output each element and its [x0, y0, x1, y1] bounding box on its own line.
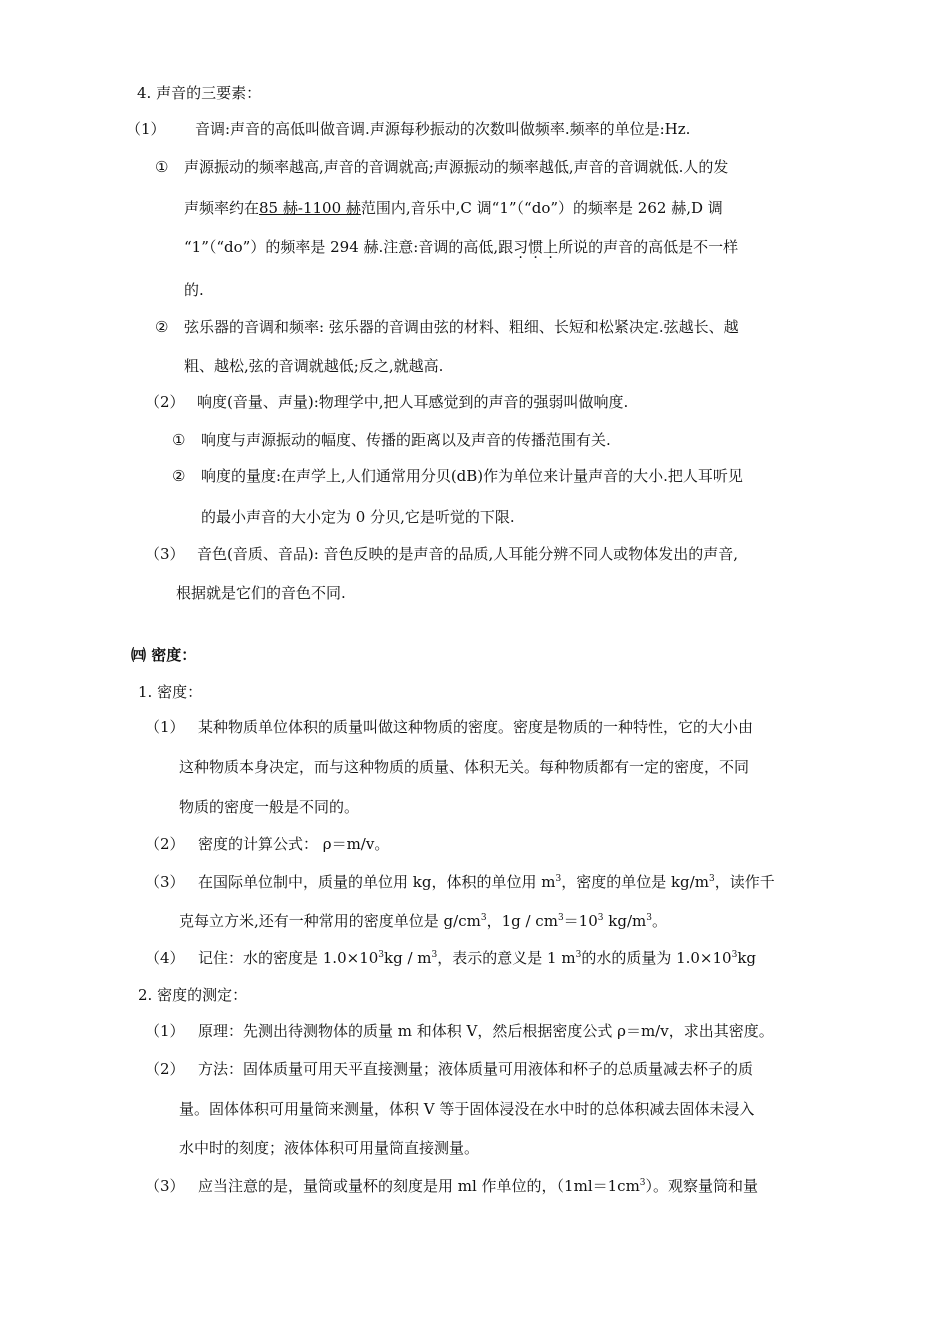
- superscript: 3: [431, 950, 438, 960]
- measure-method-line3: 水中时的刻度；液体体积可用量筒直接测量。: [179, 1139, 480, 1157]
- density-sub1-heading: 1. 密度：: [138, 683, 203, 701]
- superscript: 3: [639, 1178, 646, 1188]
- density-p4-marker: （4）: [145, 949, 185, 967]
- pitch-item1-marker: ①: [155, 158, 169, 176]
- loudness-item2-line2: 的最小声音的大小定为 0 分贝,它是听觉的下限.: [201, 508, 515, 526]
- superscript: 3: [575, 950, 582, 960]
- pitch-item1-line2: [184, 198, 723, 218]
- measure-method-line1: 方法：固体质量可用天平直接测量；液体质量可用液体和杯子的总质量减去杯子的质: [198, 1060, 754, 1078]
- superscript: 3: [378, 950, 385, 960]
- superscript: 3: [555, 874, 562, 884]
- density-p3-line1: [198, 872, 775, 892]
- text-span: kg / m: [384, 949, 432, 967]
- density-sub2-heading: 2. 密度的测定：: [138, 986, 248, 1004]
- text-span: 记住：水的密度是 1.0×10: [198, 949, 379, 967]
- pitch-item2-line1: 弦乐器的音调和频率: 弦乐器的音调由弦的材料、粗细、长短和松紧决定.弦越长、越: [184, 318, 739, 336]
- superscript: 3: [708, 874, 715, 884]
- text-span: ＝10: [563, 912, 598, 930]
- superscript: 3: [480, 913, 487, 923]
- superscript: 3: [646, 913, 652, 923]
- loudness-definition: 响度(音量、声量):物理学中,把人耳感觉到的声音的强弱叫做响度.: [197, 393, 629, 411]
- pitch-item2-marker: ②: [155, 318, 169, 336]
- text-span: 所说的声音的高低是不一样: [558, 238, 739, 256]
- timbre-line2: 根据就是它们的音色不同.: [176, 584, 346, 602]
- emphasis-char: 上: [543, 238, 559, 256]
- superscript: 3: [731, 950, 738, 960]
- text-span: 在国际单位制中，质量的单位用 kg，体积的单位用 m: [198, 873, 556, 891]
- text-span: 克每立方米,还有一种常用的密度单位是 g/cm: [179, 912, 481, 930]
- text-span: “1”（“do”）的频率是 294 赫.注意:音调的高低,跟: [184, 238, 514, 256]
- measure-principle-line: 原理：先测出待测物体的质量 m 和体积 V，然后根据密度公式 ρ＝m/v，求出其密度。: [198, 1022, 774, 1040]
- pitch-item1-line1: 声源振动的频率越高,声音的音调就高;声源振动的频率越低,声音的音调就低.人的发: [184, 158, 729, 176]
- measure-p2-marker: （2）: [145, 1060, 185, 1078]
- frequency-range-underlined: 85 赫-1100 赫: [259, 199, 361, 217]
- emphasis-char: 习: [513, 238, 529, 256]
- measure-p3-marker: （3）: [145, 1177, 185, 1195]
- timbre-marker: （3）: [145, 545, 185, 563]
- pitch-item1-line4: 的.: [184, 281, 204, 299]
- loudness-item2-line1: 响度的量度:在声学上,人们通常用分贝(dB)作为单位来计量声音的大小.把人耳听见: [201, 467, 743, 485]
- pitch-item2-line2: 粗、越松,弦的音调就越低;反之,就越高.: [184, 357, 444, 375]
- text-span: kg: [737, 949, 757, 967]
- density-p1-line3: 物质的密度一般是不同的。: [179, 798, 360, 816]
- loudness-item1-line1: 响度与声源振动的幅度、传播的距离以及声音的传播范围有关.: [201, 431, 611, 449]
- density-p3-line2: [179, 911, 667, 931]
- text-span: 的水的质量为 1.0×10: [581, 949, 732, 967]
- pitch-marker: （1）: [126, 120, 166, 138]
- loudness-item2-marker: ②: [172, 467, 186, 485]
- density-p1-line1: 某种物质单位体积的质量叫做这种物质的密度。密度是物质的一种特性，它的大小由: [198, 718, 754, 736]
- measure-note-line1: [198, 1176, 758, 1196]
- density-p1-marker: （1）: [145, 718, 185, 736]
- pitch-item1-line3: [184, 237, 738, 257]
- density-p1-line2: 这种物质本身决定，而与这种物质的质量、体积无关。每种物质都有一定的密度，不同: [179, 758, 750, 776]
- density-formula-line: 密度的计算公式： ρ＝m/v。: [198, 835, 390, 853]
- timbre-line1: 音色(音质、音品): 音色反映的是声音的品质,人耳能分辨不同人或物体发出的声音,: [197, 545, 739, 563]
- text-span: ，表示的意义是 1 m: [437, 949, 576, 967]
- text-span: ，密度的单位是 kg/m: [561, 873, 709, 891]
- text-span: 。: [651, 912, 667, 930]
- text-span: kg/m: [603, 912, 647, 930]
- loudness-marker: （2）: [145, 393, 185, 411]
- measure-p1-marker: （1）: [145, 1022, 185, 1040]
- text-span: ）。观察量筒和量: [645, 1177, 759, 1195]
- density-p3-marker: （3）: [145, 873, 185, 891]
- text-span: ，1g / cm: [486, 912, 558, 930]
- loudness-item1-marker: ①: [172, 431, 186, 449]
- section-heading-density: ㈣ 密度：: [131, 646, 197, 664]
- water-density-line: [198, 948, 756, 968]
- pitch-definition: 音调:声音的高低叫做音调.声源每秒振动的次数叫做频率.频率的单位是:Hz.: [195, 120, 691, 138]
- measure-method-line2: 量。固体体积可用量筒来测量，体积 V 等于固体浸没在水中时的总体积减去固体未浸入: [179, 1100, 755, 1118]
- superscript: 3: [597, 913, 604, 923]
- text-span: ，读作千: [714, 873, 775, 891]
- density-p2-marker: （2）: [145, 835, 185, 853]
- section-heading-sound: 4. 声音的三要素：: [137, 84, 262, 102]
- text-span: 应当注意的是，量筒或量杯的刻度是用 ml 作单位的，（1ml＝1cm: [198, 1177, 640, 1195]
- emphasis-char: 惯: [528, 238, 544, 256]
- text-span: 范围内,音乐中,C 调“1”（“do”）的频率是 262 赫,D 调: [360, 199, 723, 217]
- superscript: 3: [557, 913, 564, 923]
- text-span: 声频率约在: [184, 199, 260, 217]
